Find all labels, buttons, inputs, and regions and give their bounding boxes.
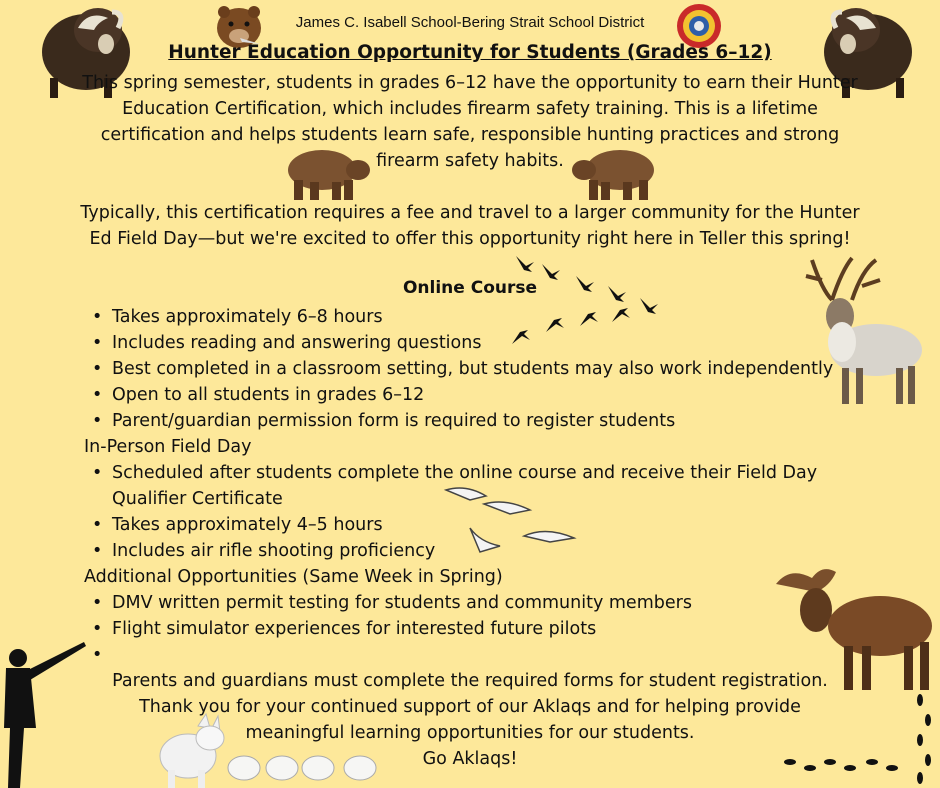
list-item: • Open to all students in grades 6–12 bbox=[112, 382, 892, 408]
field-day-list bbox=[84, 460, 892, 564]
field-day-heading: In-Person Field Day bbox=[84, 437, 252, 457]
list-item: • Parent/guardian permission form is required to register students bbox=[112, 408, 892, 434]
list-item: • Includes air rifle shooting proficiency bbox=[112, 538, 892, 564]
list-item: • DMV written permit testing for students and community members bbox=[112, 590, 892, 616]
intro-paragraph-1: This spring semester, students in grades 6–12 have the opportunity to earn their Hunter Education Certification, which includes firearm safety training. This is a lifetime certification and helps students learn safe, responsible hunting practices and strong firearm safety habits. bbox=[82, 73, 858, 171]
list-item: • Scheduled after students complete the online course and receive their Field Day Qualifier Certificate bbox=[112, 460, 852, 512]
closing-line-2: Thank you for your continued support of our Aklaqs and for helping provide meaningful learning opportunities for our students. bbox=[139, 697, 801, 743]
page-title: Hunter Education Opportunity for Students (Grades 6–12) bbox=[168, 42, 772, 63]
closing-text bbox=[80, 668, 860, 772]
school-name: James C. Isabell School-Bering Strait School District bbox=[295, 14, 645, 31]
additional-heading: Additional Opportunities (Same Week in Spring) bbox=[84, 567, 503, 587]
closing-line-3: Go Aklaqs! bbox=[422, 749, 518, 769]
list-item: • Flight simulator experiences for interested future pilots bbox=[112, 616, 892, 642]
intro-paragraph-2: Typically, this certification requires a fee and travel to a larger community for the Hunter Ed Field Day—but we're excited to offer this opportunity right here in Teller this spring! bbox=[80, 203, 860, 249]
list-item: • Best completed in a classroom setting, but students may also work independently bbox=[112, 356, 892, 382]
list-item: • Includes reading and answering questions bbox=[112, 330, 892, 356]
list-item: • Takes approximately 6–8 hours bbox=[112, 304, 892, 330]
online-course-list bbox=[84, 304, 892, 434]
additional-list bbox=[84, 590, 892, 668]
list-item bbox=[112, 642, 892, 668]
hunter-silhouette-icon bbox=[0, 638, 90, 788]
list-item: • Takes approximately 4–5 hours bbox=[112, 512, 892, 538]
online-course-heading: Online Course bbox=[402, 278, 538, 298]
closing-line-1: Parents and guardians must complete the required forms for student registration. bbox=[112, 671, 828, 691]
